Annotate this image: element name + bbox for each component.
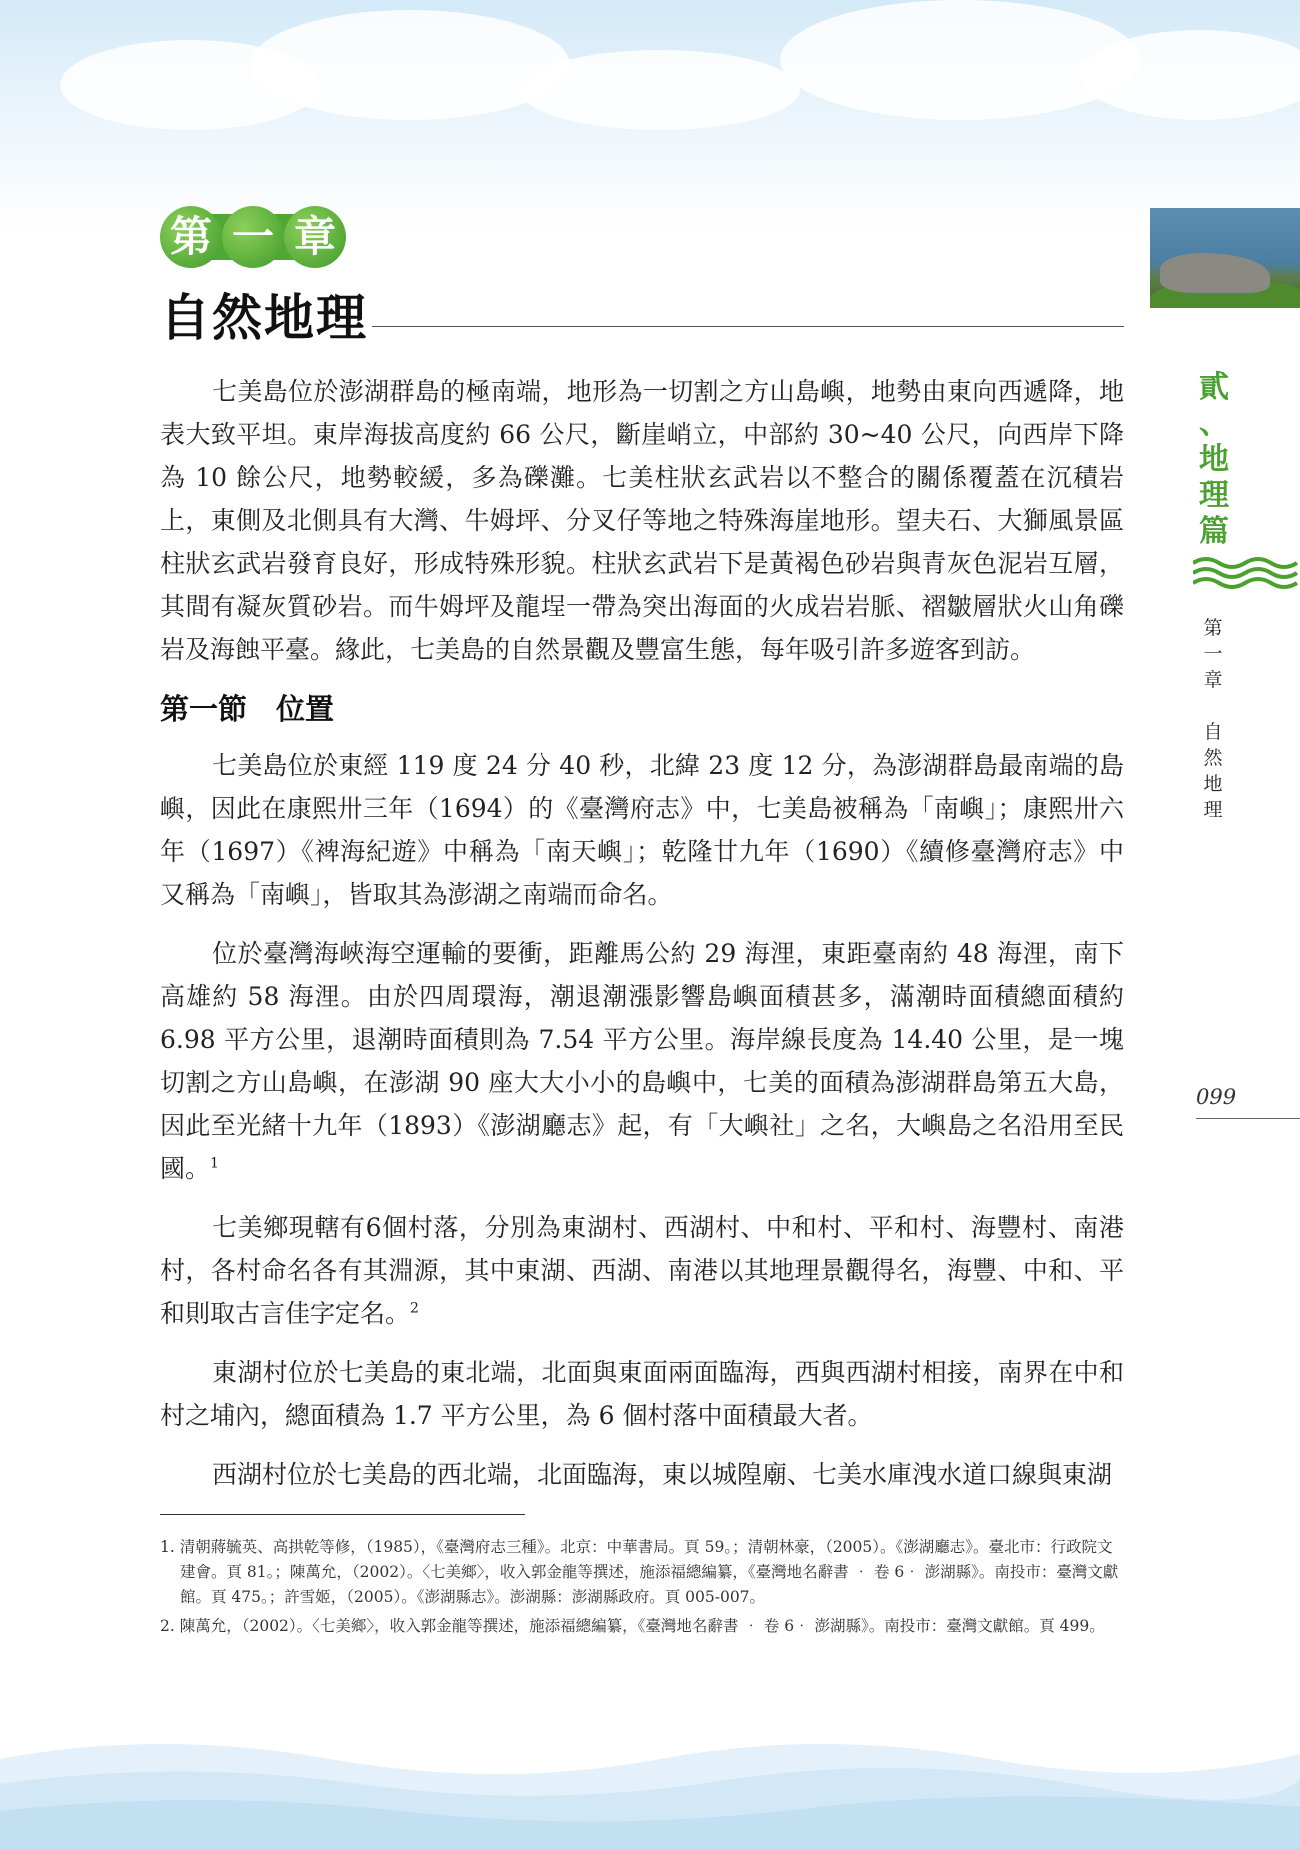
chapter-title: 自然地理 [160,289,368,347]
sidebar-chapter-gap [1198,693,1228,719]
footnote: 2. 陳萬允，（2002）。〈七美鄉〉，收入郭金龍等撰述，施添福總編纂，《臺灣地名辭書 ‧ 卷 6‧ 澎湖縣》。南投市：臺灣文獻館。頁 499。 [160,1617,1105,1635]
part-title-char: 、 [1199,406,1229,441]
part-title-char: 地 [1199,442,1229,477]
paragraph [160,1206,1124,1335]
body-content [160,370,1124,1512]
paragraph-text: 位於臺灣海峽海空運輸的要衝，距離馬公約 29 海浬，東距臺南約 48 海浬，南下高雄約 58 海浬。由於四周環海，潮退潮漲影響島嶼面積甚多，滿潮時面積總面積約 6.98 平方公里，退潮時面積則為 7.54 平方公里。海岸線長度為 14.40 公里，是一塊切割之方山島嶼，在澎湖 90 座大大小小的島嶼中，七美的面積為澎湖群島第五大島，因此至光緒十九年（1893）《澎湖廳志》起，有「大嶼社」之名，大嶼島之名沿用至民國。 [160,939,1124,1183]
paragraph: 西湖村位於七美島的西北端，北面臨海，東以城隍廟、七美水庫洩水道口線與東湖 [212,1460,1113,1489]
paragraph: 東湖村位於七美島的東北端，北面與東面兩面臨海，西與西湖村相接，南界在中和村之埔內，總面積為 1.7 平方公里，為 6 個村落中面積最大者。 [160,1358,1124,1430]
paragraph-text: 七美鄉現轄有6個村落，分別為東湖村、西湖村、中和村、平和村、海豐村、南港村，各村命名各有其淵源，其中東湖、西湖、南港以其地理景觀得名，海豐、中和、平和則取古言佳字定名。 [160,1213,1124,1328]
intro-paragraph: 七美島位於澎湖群島的極南端，地形為一切割之方山島嶼，地勢由東向西遞降，地表大致平坦。東岸海拔高度約 66 公尺，斷崖峭立，中部約 30~40 公尺，向西岸下降為 10 餘公尺，地勢較緩，多為礫灘。七美柱狀玄武岩以不整合的關係覆蓋在沉積岩上，東側及北側具有大灣、牛姆坪、分叉仔等地之特殊海崖地形。望夫石、大獅風景區柱狀玄武岩發育良好，形成特殊形貌。柱狀玄武岩下是黃褐色砂岩與青灰色泥岩互層，其間有凝灰質砂岩。而牛姆坪及龍埕一帶為突出海面的火成岩岩脈、褶皺層狀火山角礫岩及海蝕平臺。緣此，七美島的自然景觀及豐富生態，每年吸引許多遊客到訪。 [160,377,1124,664]
sidebar-chapter-char: 一 [1203,643,1223,665]
sidebar-chapter-char: 自 [1203,721,1223,743]
wave-icon [1193,555,1299,591]
part-title-char: 篇 [1199,514,1229,549]
title-divider [372,326,1124,327]
footnotes [160,1535,1124,1643]
sidebar-chapter-char: 章 [1203,669,1223,691]
sidebar-chapter-char: 理 [1203,799,1223,821]
footnote-mark: 2 [410,1300,419,1317]
part-title-char: 理 [1199,478,1229,513]
wave-footer-background [0,1719,1300,1849]
chapter-badge-char: 一 [222,206,284,268]
footnote: 1. 清朝蔣毓英、高拱乾等修，（1985），《臺灣府志三種》。北京：中華書局。頁 59。；清朝林豪，（2005）。《澎湖廳志》。臺北市：行政院文建會。頁 81。；陳萬允，（2002）。〈七美鄉〉，收入郭金龍等撰述，施添福總編纂，《臺灣地名辭書 ‧ 卷 6‧ 澎湖縣》。南投市：臺灣文獻館。頁 475。；許雪姬，（2005）。《澎湖縣志》。澎湖縣：澎湖縣政府。頁 005-007。 [160,1538,1119,1606]
page-number-rule [1196,1118,1300,1119]
sidebar-chapter-char: 然 [1203,747,1223,769]
page-number: 099 [1196,1085,1237,1109]
part-title-char: 貳 [1199,370,1229,405]
sky-header-background [0,0,1300,230]
footnote-divider [160,1514,525,1515]
footnote-mark: 1 [210,1155,219,1172]
paragraph: 七美島位於東經 119 度 24 分 40 秒，北緯 23 度 12 分，為澎湖群島最南端的島嶼，因此在康熙卅三年（1694）的《臺灣府志》中，七美島被稱為「南嶼」；康熙卅六年（1697）《裨海紀遊》中稱為「南天嶼」；乾隆廿九年（1690）《續修臺灣府志》中又稱為「南嶼」，皆取其為澎湖之南端而命名。 [160,751,1124,909]
chapter-badge-char: 第 [160,206,222,268]
coast-photo [1150,208,1300,308]
paragraph [160,932,1124,1190]
part-title-vertical [1194,370,1234,550]
sidebar-chapter-vertical [1198,615,1228,823]
sidebar-chapter-char: 地 [1203,773,1223,795]
chapter-badge-char: 章 [284,206,346,268]
section-heading: 第一節 位置 [160,692,335,726]
sidebar-chapter-char: 第 [1203,617,1223,639]
